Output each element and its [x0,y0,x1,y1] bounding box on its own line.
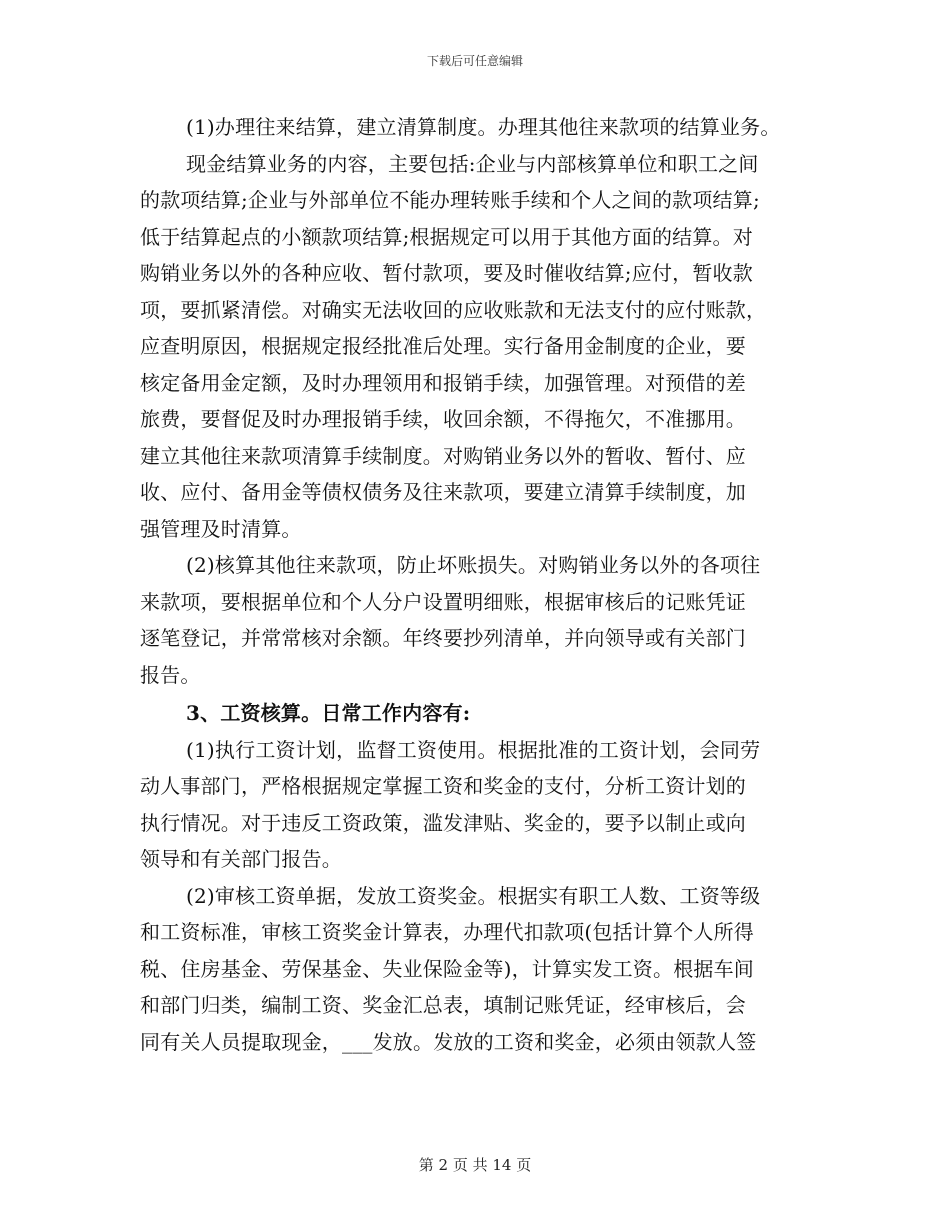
paragraph-line: 领导和有关部门报告。 [140,847,342,871]
paragraph-line: 核定备用金定额，及时办理领用和报销手续，加强管理。对预借的差 [140,370,746,395]
paragraph-line: 建立其他往来款项清算手续制度。对购销业务以外的暂收、暂付、应 [140,443,746,468]
paragraph-line: 现金结算业务的内容，主要包括:企业与内部核算单位和职工之间 [186,151,759,176]
paragraph-line: 强管理及时清算。 [140,516,302,541]
paragraph-line: 执行情况。对于违反工资政策，滥发津贴、奖金的，要予以制止或向 [140,810,746,835]
paragraph-line: 动人事部门，严格根据规定掌握工资和奖金的支付，分析工资计划的 [140,774,746,798]
paragraph-line: 低于结算起点的小额款项结算;根据规定可以用于其他方面的结算。对 [140,224,753,249]
paragraph-line: 的款项结算;企业与外部单位不能办理转账手续和个人之间的款项结算; [140,188,760,212]
page-header: 下载后可任意编辑 [426,54,523,68]
paragraph-line: 来款项，要根据单位和个人分户设置明细账，根据审核后的记账凭证 [140,589,746,614]
paragraph-line: (1)执行工资计划，监督工资使用。根据批准的工资计划，会同劳 [186,737,761,762]
paragraph-line: 应查明原因，根据规定报经批准后处理。实行备用金制度的企业，要 [140,334,746,358]
paragraph-line: 和工资标准，审核工资奖金计算表，办理代扣款项(包括计算个人所得 [140,920,755,944]
document-body [140,109,820,1060]
paragraph-line: 购销业务以外的各种应收、暂付款项，要及时催收结算;应付，暂收款 [140,261,753,285]
section-heading: 3、工资核算。日常工作内容有: [186,701,471,725]
paragraph-line: 收、应付、备用金等债权债务及往来款项，要建立清算手续制度，加 [140,480,746,504]
paragraph-line: 同有关人员提取现金，___发放。发放的工资和奖金，必须由领款人签 [140,1029,757,1054]
paragraph-line: (2)核算其他往来款项，防止坏账损失。对购销业务以外的各项往 [186,553,761,577]
paragraph-line: (1)办理往来结算，建立清算制度。办理其他往来款项的结算业务。 [186,115,781,139]
paragraph-line: 逐笔登记，并常常核对余额。年终要抄列清单，并向领导或有关部门 [140,626,746,650]
paragraph-line: 报告。 [140,662,201,687]
page-number-footer: 第 2 页 共 14 页 [418,1156,532,1174]
paragraph-line: 项，要抓紧清偿。对确实无法收回的应收账款和无法支付的应付账款， [140,297,767,322]
paragraph-line: 和部门归类，编制工资、奖金汇总表，填制记账凭证，经审核后，会 [140,993,746,1017]
paragraph-line: 旅费，要督促及时办理报销手续，收回余额，不得拖欠，不准挪用。 [140,407,746,431]
paragraph-line: (2)审核工资单据，发放工资奖金。根据实有职工人数、工资等级 [186,883,761,908]
paragraph-line: 税、住房基金、劳保基金、失业保险金等)，计算实发工资。根据车间 [140,956,755,981]
